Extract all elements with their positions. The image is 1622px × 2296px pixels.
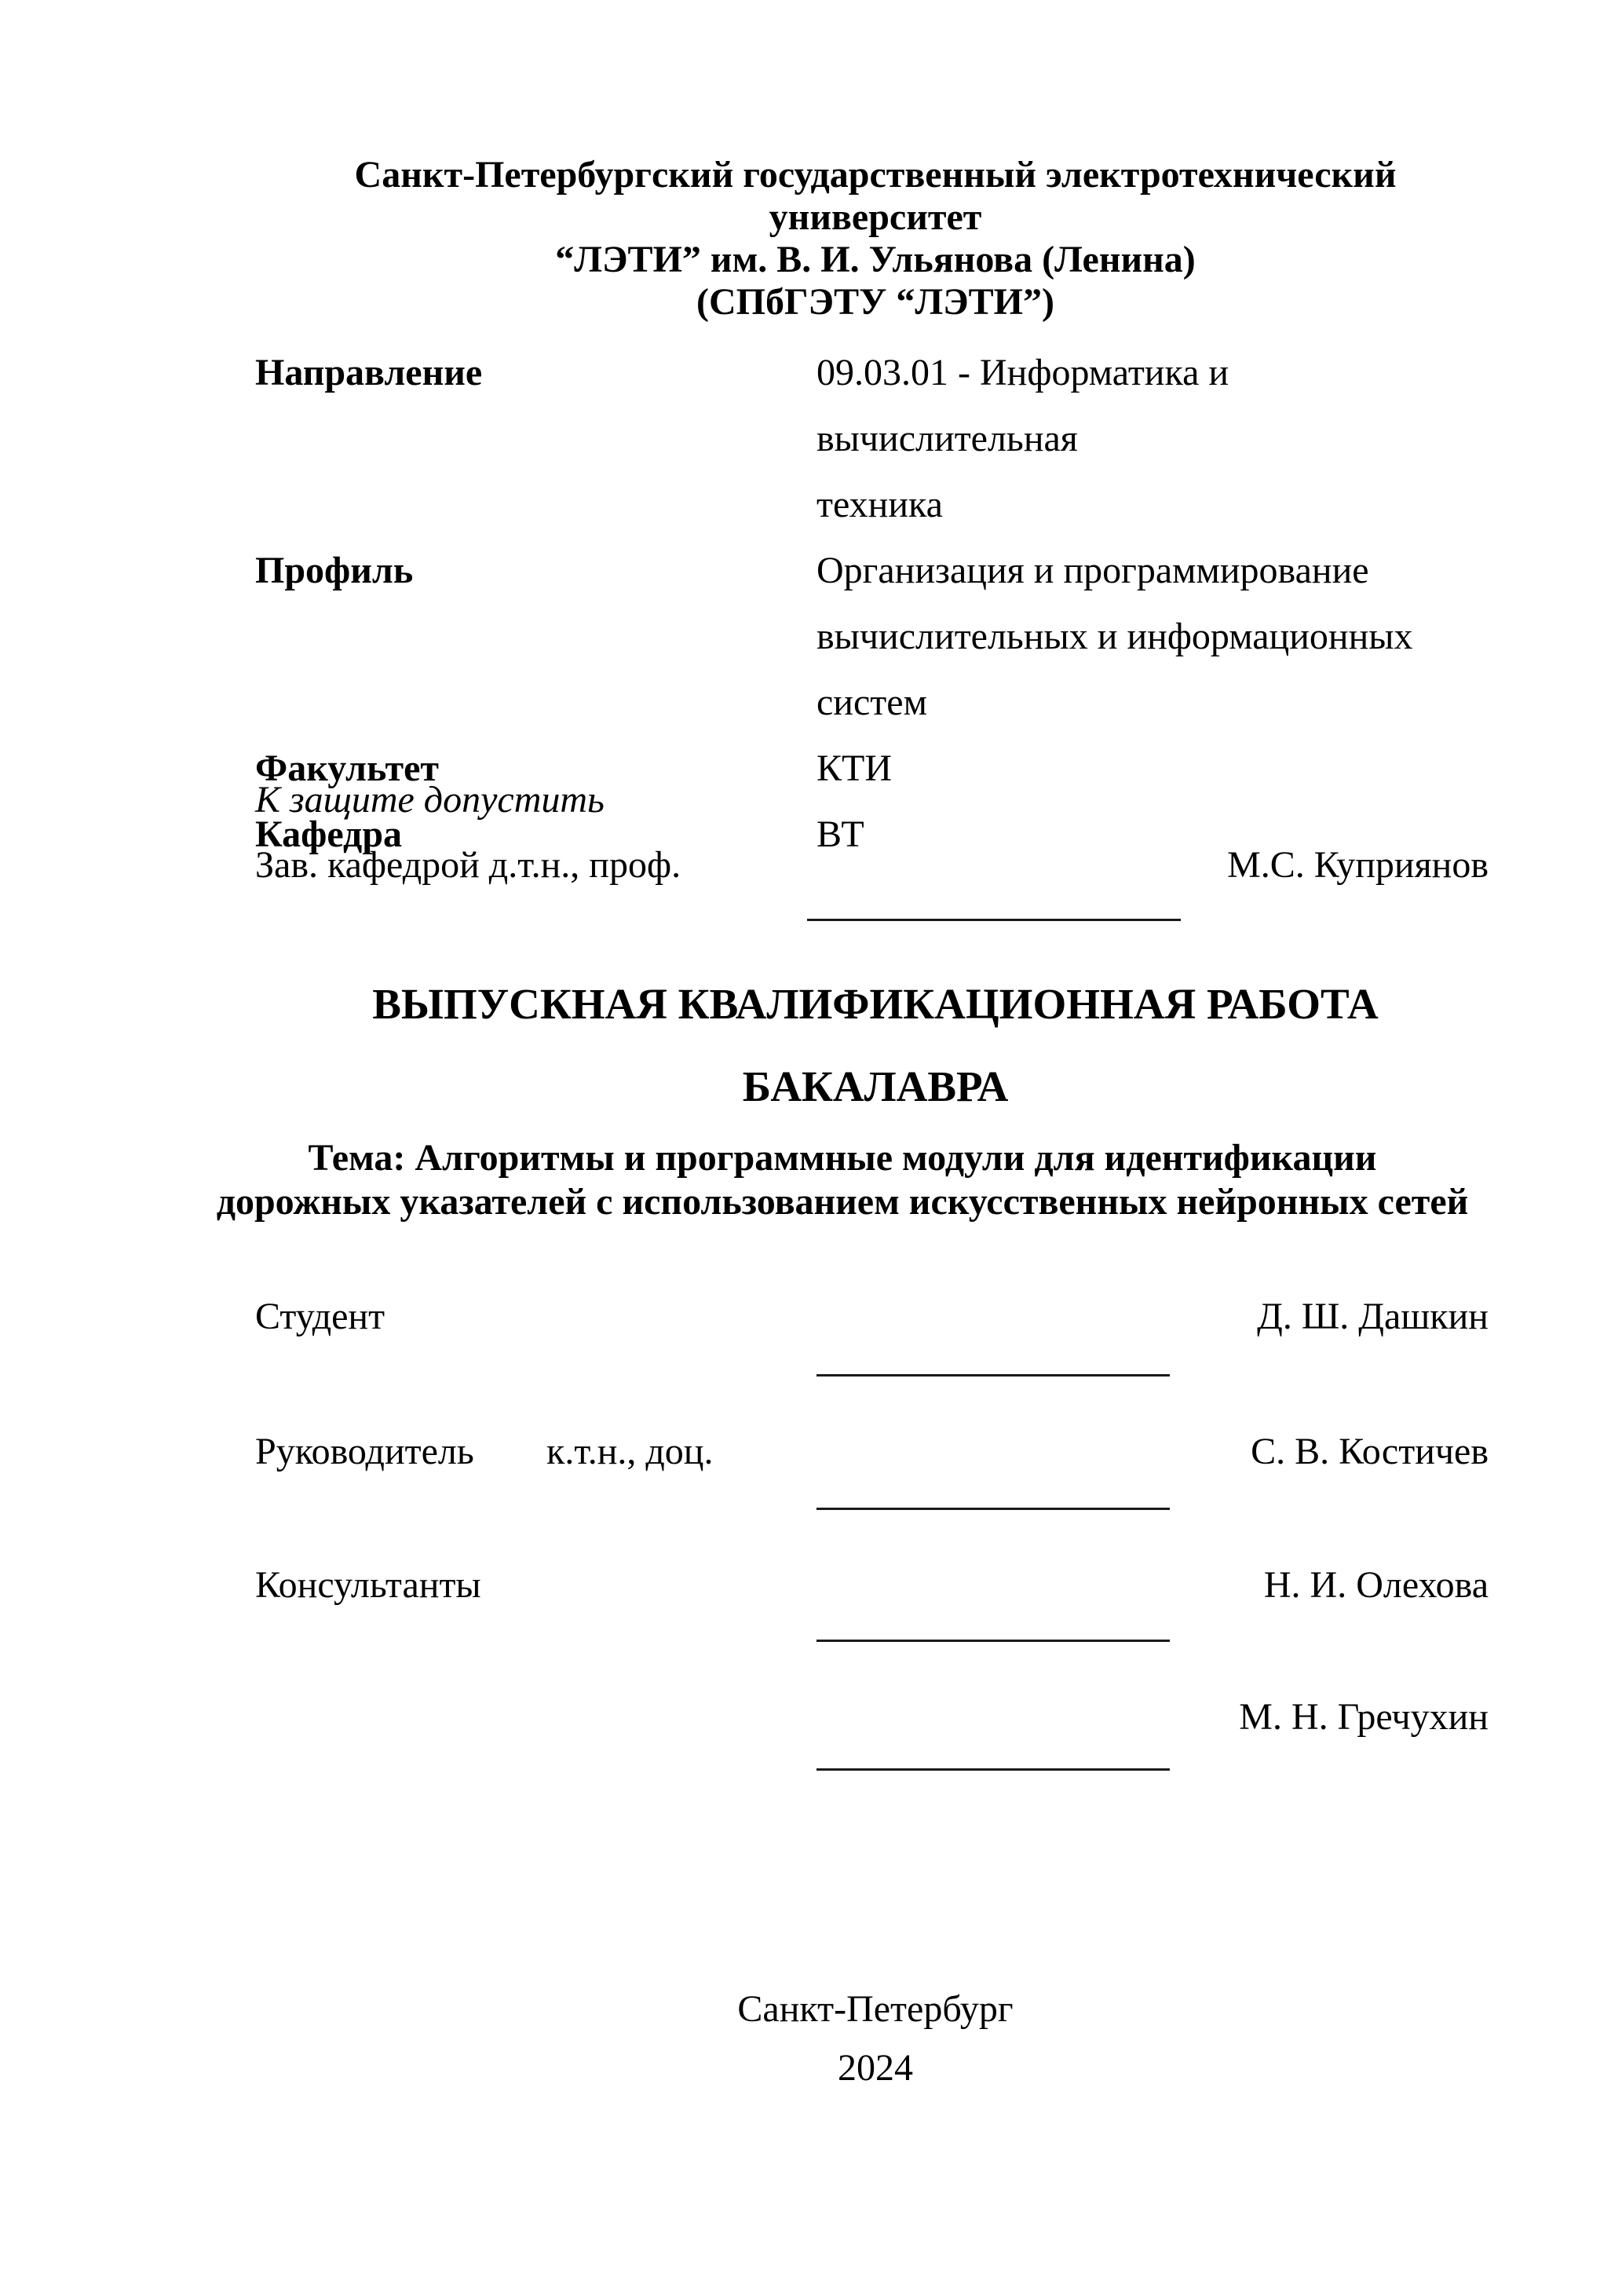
work-title-line1: ВЫПУСКНАЯ КВАЛИФИКАЦИОННАЯ РАБОТА [372, 980, 1379, 1028]
work-title-line2: БАКАЛАВРА [742, 1062, 1009, 1110]
direction-value-line1: 09.03.01 - Информатика и вычислительная [816, 352, 1229, 459]
department-value: ВТ [816, 813, 864, 855]
university-abbr-line: (СПбГЭТУ “ЛЭТИ”) [696, 281, 1054, 323]
student-name: Д. Ш. Дашкин [1257, 1296, 1489, 1337]
supervisor-label: Руководитель [255, 1431, 474, 1472]
direction-value-line2: техника [816, 484, 943, 525]
admit-to-defense-line: К защите допустить [255, 779, 605, 821]
department-label: Кафедра [255, 813, 403, 855]
thesis-theme-line2: дорожных указателей с использованием искусственных нейронных сетей [216, 1181, 1469, 1223]
profile-label: Профиль [255, 550, 414, 591]
university-name-line: Санкт-Петербургский государственный электротехнический университет [354, 154, 1397, 238]
thesis-theme [141, 1136, 1543, 1224]
student-signature-line [816, 1374, 1170, 1377]
signature-row-consultant-2 [255, 1695, 1489, 1739]
department-head-signature-line [807, 919, 1181, 921]
department-head-label: Зав. кафедрой д.т.н., проф. [255, 844, 681, 886]
department-head-row [255, 843, 1489, 887]
thesis-theme-line1: Тема: Алгоритмы и программные модули для идентификации [308, 1137, 1377, 1179]
footer-year: 2024 [838, 2047, 913, 2089]
footer-city: Санкт-Петербург [737, 1988, 1014, 2030]
direction-value [816, 340, 1496, 538]
student-label: Студент [255, 1296, 385, 1337]
field-row-profile [255, 538, 1496, 736]
supervisor-degree: к.т.н., доц. [546, 1431, 714, 1472]
consultant-1-signature-line [816, 1640, 1170, 1642]
footer [255, 1980, 1496, 2097]
consultant-1-name: Н. И. Олехова [1263, 1564, 1489, 1606]
supervisor-signature-line [816, 1508, 1170, 1510]
field-row-direction [255, 340, 1496, 538]
department-head-name: М.С. Куприянов [1227, 844, 1489, 886]
faculty-label: Факультет [255, 748, 439, 789]
profile-value-line1: Организация и программирование [816, 550, 1369, 591]
consultants-label: Консультанты [255, 1564, 481, 1606]
signature-row-supervisor [255, 1430, 1489, 1474]
consultant-2-name: М. Н. Гречухин [1239, 1696, 1489, 1738]
profile-value [816, 538, 1496, 736]
university-leti-line: “ЛЭТИ” им. В. И. Ульянова (Ленина) [555, 239, 1196, 280]
university-header [255, 154, 1496, 324]
profile-value-line2: вычислительных и информационных систем [816, 616, 1413, 723]
work-title [255, 963, 1496, 1128]
faculty-value: КТИ [816, 748, 892, 789]
direction-label: Направление [255, 352, 483, 393]
signature-row-consultant-1 [255, 1563, 1489, 1607]
supervisor-name: С. В. Костичев [1251, 1431, 1489, 1472]
consultant-2-signature-line [816, 1768, 1170, 1771]
signature-row-student [255, 1295, 1489, 1339]
